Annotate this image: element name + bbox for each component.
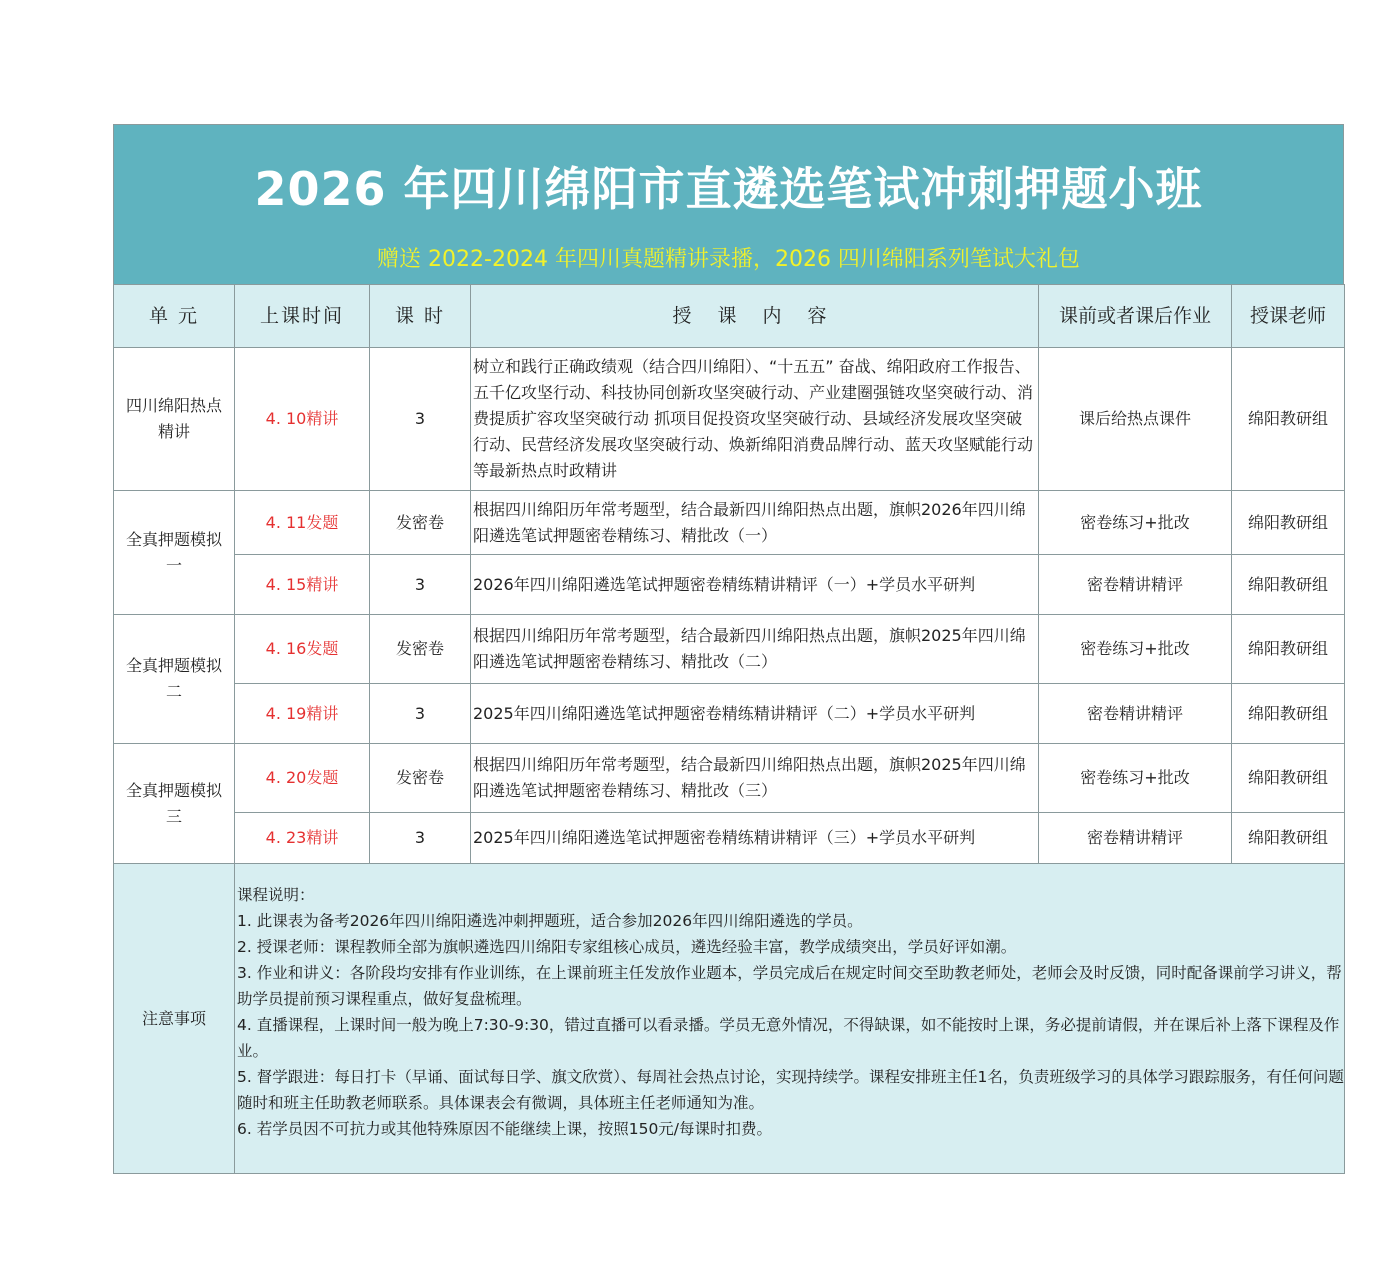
teacher-cell: 绵阳教研组 — [1232, 615, 1345, 684]
teacher-cell: 绵阳教研组 — [1232, 744, 1345, 813]
homework-cell: 密卷练习+批改 — [1039, 491, 1232, 555]
teacher-cell: 绵阳教研组 — [1232, 348, 1345, 491]
table-row — [114, 555, 1345, 615]
time-cell: 4. 23精讲 — [235, 813, 370, 864]
time-cell: 4. 11发题 — [235, 491, 370, 555]
hours-cell: 3 — [370, 813, 471, 864]
teacher-cell: 绵阳教研组 — [1232, 684, 1345, 744]
header-hours: 课 时 — [370, 285, 471, 348]
time-cell: 4. 19精讲 — [235, 684, 370, 744]
header-time: 上课时间 — [235, 285, 370, 348]
notes-item: 6. 若学员因不可抗力或其他特殊原因不能继续上课，按照150元/每课时扣费。 — [237, 1120, 773, 1138]
notes-item: 2. 授课老师：课程教师全部为旗帜遴选四川绵阳专家组核心成员，遴选经验丰富，教学成绩突出，学员好评如潮。 — [237, 938, 1017, 956]
notes-item: 1. 此课表为备考2026年四川绵阳遴选冲刺押题班，适合参加2026年四川绵阳遴选的学员。 — [237, 912, 863, 930]
table-row — [114, 684, 1345, 744]
content-cell: 2025年四川绵阳遴选笔试押题密卷精练精讲精评（三）+学员水平研判 — [471, 813, 1039, 864]
title-banner — [113, 124, 1344, 284]
unit-cell: 全真押题模拟二 — [114, 615, 235, 744]
hours-cell: 发密卷 — [370, 615, 471, 684]
table-row — [114, 813, 1345, 864]
notes-item: 5. 督学跟进：每日打卡（早诵、面试每日学、旗文欣赏）、每周社会热点讨论，实现持续学。课程安排班主任1名，负责班级学习的具体学习跟踪服务，有任何问题随时和班主任助教老师联系。具体课表会有微调，具体班主任老师通知为准。 — [237, 1068, 1344, 1112]
content-cell: 根据四川绵阳历年常考题型，结合最新四川绵阳热点出题，旗帜2025年四川绵阳遴选笔试押题密卷精练习、精批改（二） — [471, 615, 1039, 684]
notes-row — [114, 864, 1345, 1174]
schedule-table — [113, 284, 1345, 1174]
header-row — [114, 285, 1345, 348]
hours-cell: 发密卷 — [370, 744, 471, 813]
homework-cell: 密卷精讲精评 — [1039, 684, 1232, 744]
header-teacher: 授课老师 — [1232, 285, 1345, 348]
hours-cell: 3 — [370, 684, 471, 744]
notes-heading: 课程说明： — [237, 886, 315, 904]
page-title: 2026 年四川绵阳市直遴选笔试冲刺押题小班 — [254, 162, 1203, 216]
homework-cell: 课后给热点课件 — [1039, 348, 1232, 491]
content-cell: 根据四川绵阳历年常考题型，结合最新四川绵阳热点出题，旗帜2025年四川绵阳遴选笔试押题密卷精练习、精批改（三） — [471, 744, 1039, 813]
teacher-cell: 绵阳教研组 — [1232, 555, 1345, 615]
header-homework: 课前或者课后作业 — [1039, 285, 1232, 348]
content-cell: 树立和践行正确政绩观（结合四川绵阳）、“十五五” 奋战、绵阳政府工作报告、五千亿攻坚行动、科技协同创新攻坚突破行动、产业建圈强链攻坚突破行动、消费提质扩容攻坚突破行动 抓项目促投资攻坚突破行动、县域经济发展攻坚突破行动、民营经济发展攻坚突破行动、焕新绵阳消费品牌行动、蓝天攻坚赋能行动等最新热点时政精讲 — [471, 348, 1039, 491]
table-row — [114, 744, 1345, 813]
header-unit: 单 元 — [114, 285, 235, 348]
table-row — [114, 348, 1345, 491]
unit-cell: 四川绵阳热点精讲 — [114, 348, 235, 491]
table-row — [114, 615, 1345, 684]
content-cell: 根据四川绵阳历年常考题型，结合最新四川绵阳热点出题，旗帜2026年四川绵阳遴选笔试押题密卷精练习、精批改（一） — [471, 491, 1039, 555]
unit-cell: 全真押题模拟三 — [114, 744, 235, 864]
homework-cell: 密卷精讲精评 — [1039, 555, 1232, 615]
header-content: 授 课 内 容 — [471, 285, 1039, 348]
notes-label: 注意事项 — [114, 864, 235, 1174]
hours-cell: 3 — [370, 555, 471, 615]
notes-item: 4. 直播课程，上课时间一般为晚上7:30-9:30，错过直播可以看录播。学员无意外情况，不得缺课，如不能按时上课，务必提前请假，并在课后补上落下课程及作业。 — [237, 1016, 1340, 1060]
table-row — [114, 491, 1345, 555]
teacher-cell: 绵阳教研组 — [1232, 813, 1345, 864]
content-cell: 2026年四川绵阳遴选笔试押题密卷精练精讲精评（一）+学员水平研判 — [471, 555, 1039, 615]
page-subtitle: 赠送 2022-2024 年四川真题精讲录播，2026 四川绵阳系列笔试大礼包 — [377, 247, 1080, 272]
teacher-cell: 绵阳教研组 — [1232, 491, 1345, 555]
unit-cell: 全真押题模拟一 — [114, 491, 235, 615]
notes-body — [235, 864, 1345, 1174]
homework-cell: 密卷精讲精评 — [1039, 813, 1232, 864]
hours-cell: 3 — [370, 348, 471, 491]
schedule-sheet — [113, 124, 1344, 1174]
hours-cell: 发密卷 — [370, 491, 471, 555]
time-cell: 4. 16发题 — [235, 615, 370, 684]
content-cell: 2025年四川绵阳遴选笔试押题密卷精练精讲精评（二）+学员水平研判 — [471, 684, 1039, 744]
notes-item: 3. 作业和讲义：各阶段均安排有作业训练，在上课前班主任发放作业题本，学员完成后在规定时间交至助教老师处，老师会及时反馈，同时配备课前学习讲义，帮助学员提前预习课程重点，做好复盘梳理。 — [237, 964, 1342, 1008]
homework-cell: 密卷练习+批改 — [1039, 615, 1232, 684]
homework-cell: 密卷练习+批改 — [1039, 744, 1232, 813]
time-cell: 4. 10精讲 — [235, 348, 370, 491]
time-cell: 4. 20发题 — [235, 744, 370, 813]
time-cell: 4. 15精讲 — [235, 555, 370, 615]
